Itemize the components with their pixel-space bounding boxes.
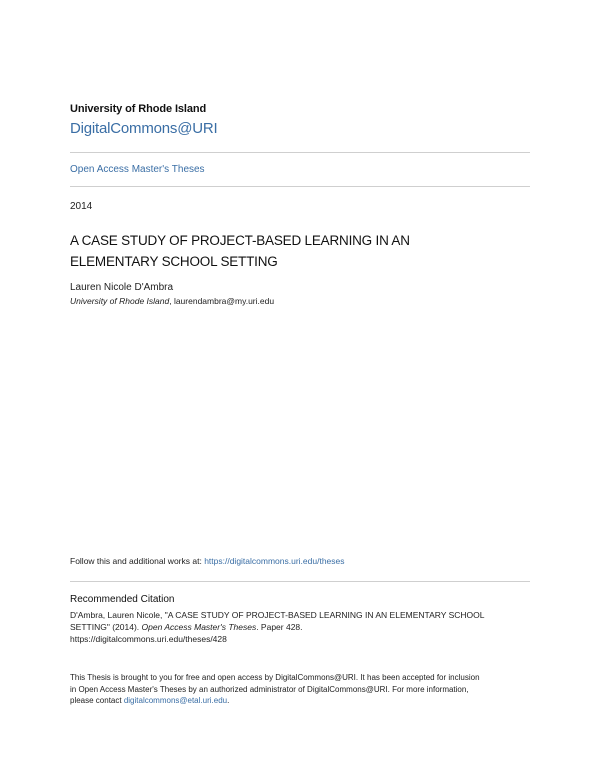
- citation-url: https://digitalcommons.uri.edu/theses/428: [70, 634, 227, 644]
- notice-line-3: [70, 695, 530, 707]
- citation-date: SETTING" (2014).: [70, 622, 142, 632]
- divider: [70, 152, 530, 153]
- notice-line-1: This Thesis is brought to you for free and open access by DigitalCommons@URI. It has been accepted for inclusion: [70, 673, 480, 682]
- publication-year: 2014: [70, 201, 93, 212]
- divider: [70, 581, 530, 582]
- repository-name[interactable]: DigitalCommons@URI: [70, 120, 218, 137]
- access-notice: [70, 672, 530, 707]
- affiliation-institution: University of Rhode Island: [70, 296, 170, 306]
- author-affiliation: [70, 296, 274, 306]
- follow-prefix: Follow this and additional works at:: [70, 556, 205, 566]
- citation-series: Open Access Master's Theses: [141, 622, 257, 632]
- collection-link[interactable]: Open Access Master's Theses: [70, 164, 205, 175]
- institution-name: University of Rhode Island: [70, 103, 207, 115]
- citation-paper: . Paper 428.: [256, 622, 303, 632]
- follow-works: [70, 556, 345, 566]
- title-line-2: ELEMENTARY SCHOOL SETTING: [70, 254, 278, 269]
- theses-collection-url[interactable]: https://digitalcommons.uri.edu/theses: [204, 556, 345, 566]
- document-title: [70, 230, 530, 272]
- author-email: , laurendambra@my.uri.edu: [169, 296, 275, 306]
- notice-line-2: in Open Access Master's Theses by an authorized administrator of DigitalCommons@URI. For more information,: [70, 684, 469, 694]
- citation-line-2: [70, 621, 530, 633]
- author-name: Lauren Nicole D'Ambra: [70, 282, 174, 293]
- contact-suffix: .: [227, 696, 230, 705]
- contact-prefix: please contact: [70, 696, 124, 705]
- title-line-1: A CASE STUDY OF PROJECT-BASED LEARNING IN AN: [70, 233, 410, 248]
- recommended-citation-heading: Recommended Citation: [70, 594, 175, 605]
- divider: [70, 186, 530, 187]
- recommended-citation: [70, 609, 530, 645]
- contact-email-link[interactable]: digitalcommons@etal.uri.edu: [123, 696, 228, 705]
- citation-line-1: D'Ambra, Lauren Nicole, "A CASE STUDY OF PROJECT-BASED LEARNING IN AN ELEMENTARY SCHOOL: [70, 610, 485, 620]
